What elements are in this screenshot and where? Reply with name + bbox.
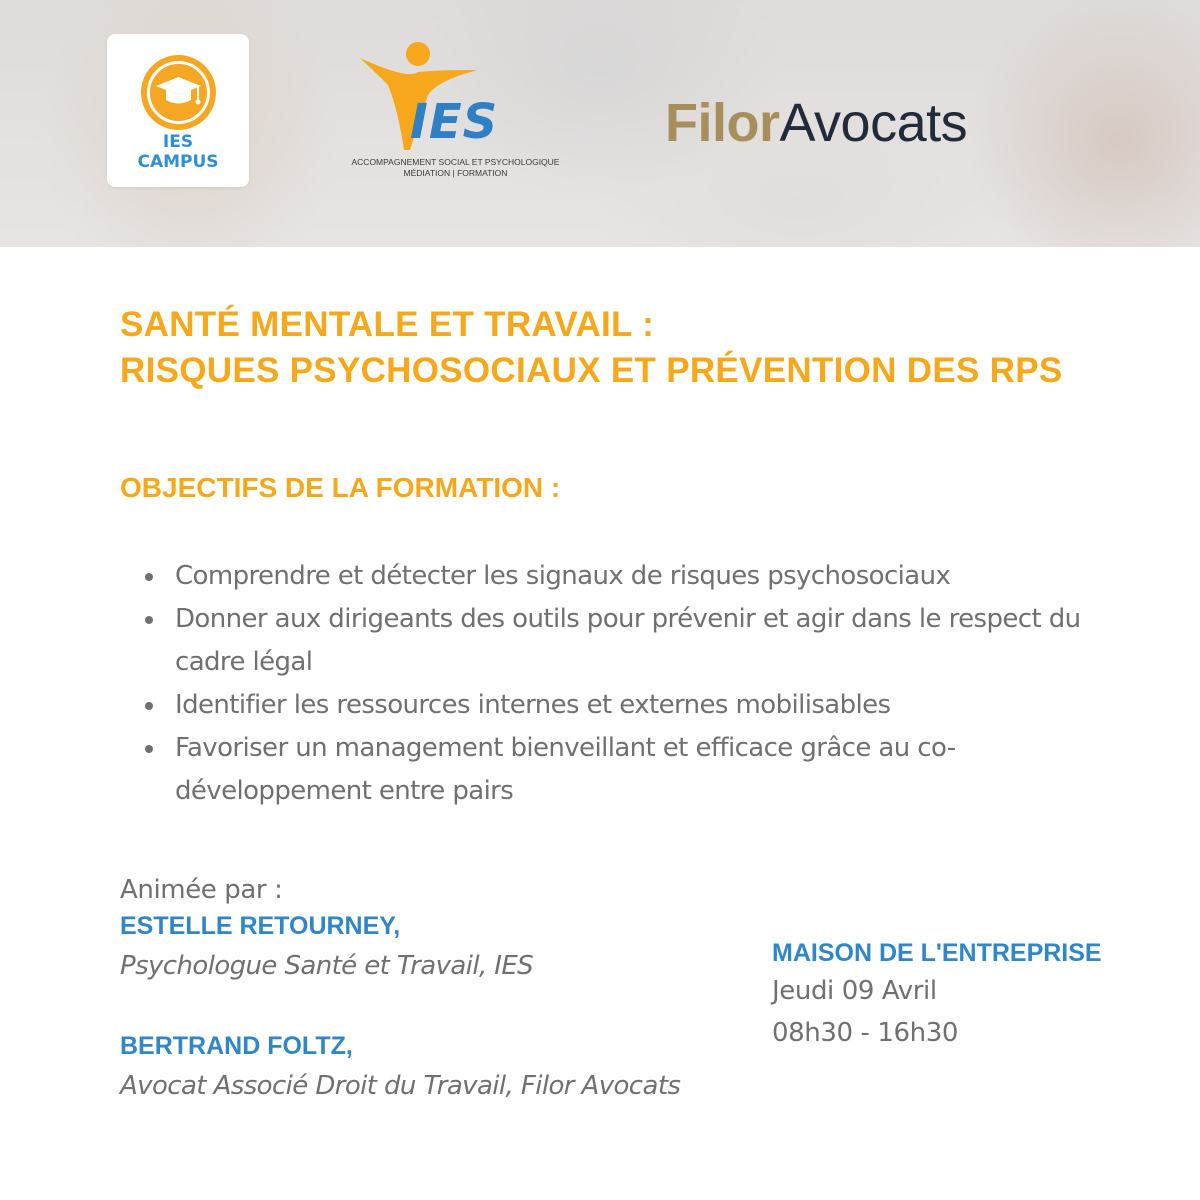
objective-item: Identifier les ressources internes et externes mobilisables — [175, 684, 1135, 727]
ies-campus-logo — [107, 34, 249, 187]
filor-logo-part2: Avocats — [779, 93, 968, 153]
event-date: Jeudi 09 Avril — [772, 976, 937, 1006]
ies-logo-letters: IES — [410, 94, 499, 150]
presenter-role: Avocat Associé Droit du Travail, Filor Avocats — [120, 1071, 681, 1101]
ies-logo — [338, 40, 573, 190]
campus-logo-line2: CAMPUS — [137, 152, 219, 172]
venue-name: MAISON DE L'ENTREPRISE — [772, 939, 1102, 967]
objective-item: Comprendre et détecter les signaux de risques psychosociaux — [175, 555, 1135, 598]
title-line-2: RISQUES PSYCHOSOCIAUX ET PRÉVENTION DES RPS — [120, 351, 1063, 390]
presenter-name: ESTELLE RETOURNEY, — [120, 912, 401, 940]
ies-tagline-1: ACCOMPAGNEMENT SOCIAL ET PSYCHOLOGIQUE — [351, 157, 560, 167]
presenter-role: Psychologue Santé et Travail, IES — [120, 951, 534, 981]
header-banner — [0, 0, 1200, 247]
title-line-1: SANTÉ MENTALE ET TRAVAIL : — [120, 305, 655, 344]
campus-logo-line1: IES — [162, 132, 194, 152]
ies-tagline-2: MÉDIATION | FORMATION — [403, 168, 508, 178]
objectives-list — [120, 555, 1135, 813]
filor-avocats-logo — [665, 92, 967, 154]
filor-logo-part1: Filor — [665, 93, 780, 153]
page-title — [120, 302, 1063, 394]
presenters-label: Animée par : — [120, 875, 283, 905]
presenters-section — [120, 870, 740, 1110]
event-time: 08h30 - 16h30 — [772, 1018, 959, 1048]
venue-section — [772, 936, 1102, 1054]
presenter-name: BERTRAND FOLTZ, — [120, 1032, 353, 1060]
objective-item: Favoriser un management bienveillant et efficace grâce au co-développement entre pairs — [175, 727, 1135, 813]
objectives-heading: OBJECTIFS DE LA FORMATION : — [120, 472, 561, 503]
objective-item: Donner aux dirigeants des outils pour prévenir et agir dans le respect du cadre légal — [175, 598, 1135, 684]
graduation-cap-icon — [141, 55, 216, 130]
